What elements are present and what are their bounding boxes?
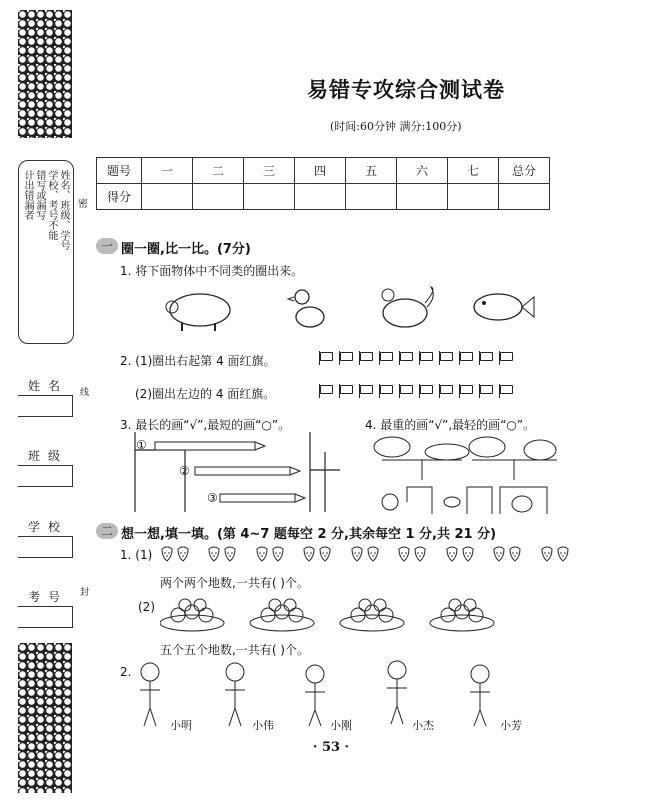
child-icon xyxy=(387,661,407,724)
strawberry-icon xyxy=(350,545,364,562)
strawberry-icon xyxy=(366,545,380,562)
pencil-label: ③ xyxy=(207,491,218,505)
child-icon xyxy=(225,663,245,726)
strawberry-icon xyxy=(176,545,190,562)
balance-scale-1 xyxy=(374,437,469,480)
strawberry-icon xyxy=(397,545,411,562)
question-text: 3. 最长的画“√”,最短的画“○”。 xyxy=(120,418,291,432)
question-text: 1. (1) xyxy=(120,548,153,562)
field-label-name: 姓名 xyxy=(28,379,69,393)
score-cell[interactable] xyxy=(346,184,397,210)
field-box-exam-no[interactable] xyxy=(18,606,73,628)
score-cell[interactable] xyxy=(397,184,448,210)
plate-icon xyxy=(250,599,314,631)
plate-icon xyxy=(340,599,404,631)
pencil-3 xyxy=(220,494,295,502)
line-mark: 线 xyxy=(80,388,90,398)
table-header-cell: 二 xyxy=(193,158,244,184)
field-label-exam-no: 考号 xyxy=(28,590,69,604)
flag-icon[interactable] xyxy=(398,384,413,398)
section-badge: 一 xyxy=(96,238,118,254)
strawberry-icon xyxy=(492,545,506,562)
table-header-cell: 总分 xyxy=(499,158,550,184)
flag-icon[interactable] xyxy=(438,384,453,398)
section-heading: 想一想,填一填。(第 4~7 题每空 2 分,其余每空 1 分,共 21 分) xyxy=(121,527,497,542)
answer-boxes xyxy=(382,487,547,514)
side-note-col: 姓名、班级、学号 xyxy=(58,170,69,250)
strawberry-icon xyxy=(556,545,570,562)
flag-icon[interactable] xyxy=(318,384,333,398)
score-cell[interactable] xyxy=(295,184,346,210)
fish-icon xyxy=(474,294,534,320)
flag-icon[interactable] xyxy=(358,384,373,398)
flag-icon[interactable] xyxy=(498,384,513,398)
strawberry-icon xyxy=(508,545,522,562)
pig-icon xyxy=(166,294,230,331)
flag-icon[interactable] xyxy=(378,384,393,398)
score-cell[interactable] xyxy=(499,184,550,210)
field-label-class: 班级 xyxy=(28,449,69,463)
flag-icon[interactable] xyxy=(458,384,473,398)
page-subtitle: (时间:60分钟 满分:100分) xyxy=(330,120,462,133)
table-header-cell: 一 xyxy=(142,158,193,184)
flag-icon[interactable] xyxy=(378,351,393,365)
strawberry-icon xyxy=(160,545,174,562)
rooster-icon xyxy=(382,287,433,327)
question-text: 1. 将下面物体中不同类的圈出来。 xyxy=(120,264,304,278)
flag-icon[interactable] xyxy=(438,351,453,365)
flag-icon[interactable] xyxy=(338,351,353,365)
section-heading: 圈一圈,比一比。(7分) xyxy=(121,242,251,257)
flag-icon[interactable] xyxy=(338,384,353,398)
field-box-school[interactable] xyxy=(18,536,73,558)
child-icon xyxy=(305,665,325,726)
table-header-cell: 三 xyxy=(244,158,295,184)
child-name: 小明 xyxy=(170,719,192,732)
strawberry-icon xyxy=(302,545,316,562)
plate-icon xyxy=(430,599,494,631)
seal-mark: 密 xyxy=(78,199,88,210)
question-text: 五个五个地数,一共有( )个。 xyxy=(160,643,309,657)
strawberry-icon xyxy=(255,545,269,562)
field-box-name[interactable] xyxy=(18,395,73,417)
page-number: · 53 · xyxy=(312,740,350,755)
section-badge: 二 xyxy=(96,523,118,539)
strawberry-icon xyxy=(207,545,221,562)
question-text: (2) xyxy=(138,600,155,614)
strawberry-icon xyxy=(318,545,332,562)
child-icon xyxy=(140,663,160,726)
table-row xyxy=(97,184,550,210)
strawberry-icon xyxy=(461,545,475,562)
table-header-cell: 题号 xyxy=(97,158,142,184)
score-cell[interactable] xyxy=(448,184,499,210)
balance-scale-2 xyxy=(469,437,557,480)
strawberry-icon xyxy=(540,545,554,562)
table-header-cell: 六 xyxy=(397,158,448,184)
plate-icon xyxy=(160,599,224,631)
child-name: 小刚 xyxy=(330,719,352,732)
pencils-figure xyxy=(125,432,355,512)
score-cell[interactable] xyxy=(244,184,295,210)
question-text: 两个两个地数,一共有( )个。 xyxy=(160,576,309,590)
flag-icon[interactable] xyxy=(458,351,473,365)
q1-pictures xyxy=(160,285,560,335)
table-row-label: 得分 xyxy=(97,184,142,210)
flag-icon[interactable] xyxy=(358,351,373,365)
question-text: 2. (1)圈出右起第 4 面红旗。 xyxy=(120,354,276,368)
child-name: 小杰 xyxy=(412,719,434,732)
child-name: 小伟 xyxy=(252,719,274,732)
strawberry-icon xyxy=(223,545,237,562)
side-pattern-bottom xyxy=(18,643,72,793)
flag-icon[interactable] xyxy=(478,351,493,365)
flag-icon[interactable] xyxy=(418,351,433,365)
flag-icon[interactable] xyxy=(498,351,513,365)
table-row xyxy=(97,158,550,184)
score-table xyxy=(96,157,550,210)
score-cell[interactable] xyxy=(193,184,244,210)
line-mark: 封 xyxy=(80,588,90,598)
pencil-1 xyxy=(155,442,255,450)
strawberry-icon xyxy=(445,545,459,562)
score-cell[interactable] xyxy=(142,184,193,210)
duck-icon xyxy=(288,290,324,327)
flag-icon[interactable] xyxy=(478,384,493,398)
table-header-cell: 四 xyxy=(295,158,346,184)
side-note-col: 计出错漏者 xyxy=(22,170,33,220)
flag-row xyxy=(318,383,518,399)
table-header-cell: 七 xyxy=(448,158,499,184)
question-text: 2. xyxy=(120,665,132,679)
field-label-school: 学校 xyxy=(28,520,69,534)
flag-icon[interactable] xyxy=(318,351,333,365)
field-box-class[interactable] xyxy=(18,465,73,487)
side-note-col: 错写或漏写 xyxy=(34,170,45,220)
side-note-col: 学校、考号不能 xyxy=(46,170,57,240)
question-text: 4. 最重的画“√”,最轻的画“○”。 xyxy=(365,418,536,432)
pencil-label: ② xyxy=(179,464,190,478)
page-title: 易错专攻综合测试卷 xyxy=(307,78,505,102)
tomato-plates xyxy=(160,595,500,635)
child-icon xyxy=(470,665,490,726)
strawberry-icon xyxy=(413,545,427,562)
strawberry-icon xyxy=(271,545,285,562)
question-text: (2)圈出左边的 4 面红旗。 xyxy=(135,387,276,401)
balance-figure xyxy=(372,432,562,517)
pencil-label: ① xyxy=(136,438,147,452)
flag-icon[interactable] xyxy=(398,351,413,365)
flag-icon[interactable] xyxy=(418,384,433,398)
table-header-cell: 五 xyxy=(346,158,397,184)
child-name: 小芳 xyxy=(500,719,522,732)
flag-row xyxy=(318,350,518,366)
pencil-2 xyxy=(195,467,290,475)
